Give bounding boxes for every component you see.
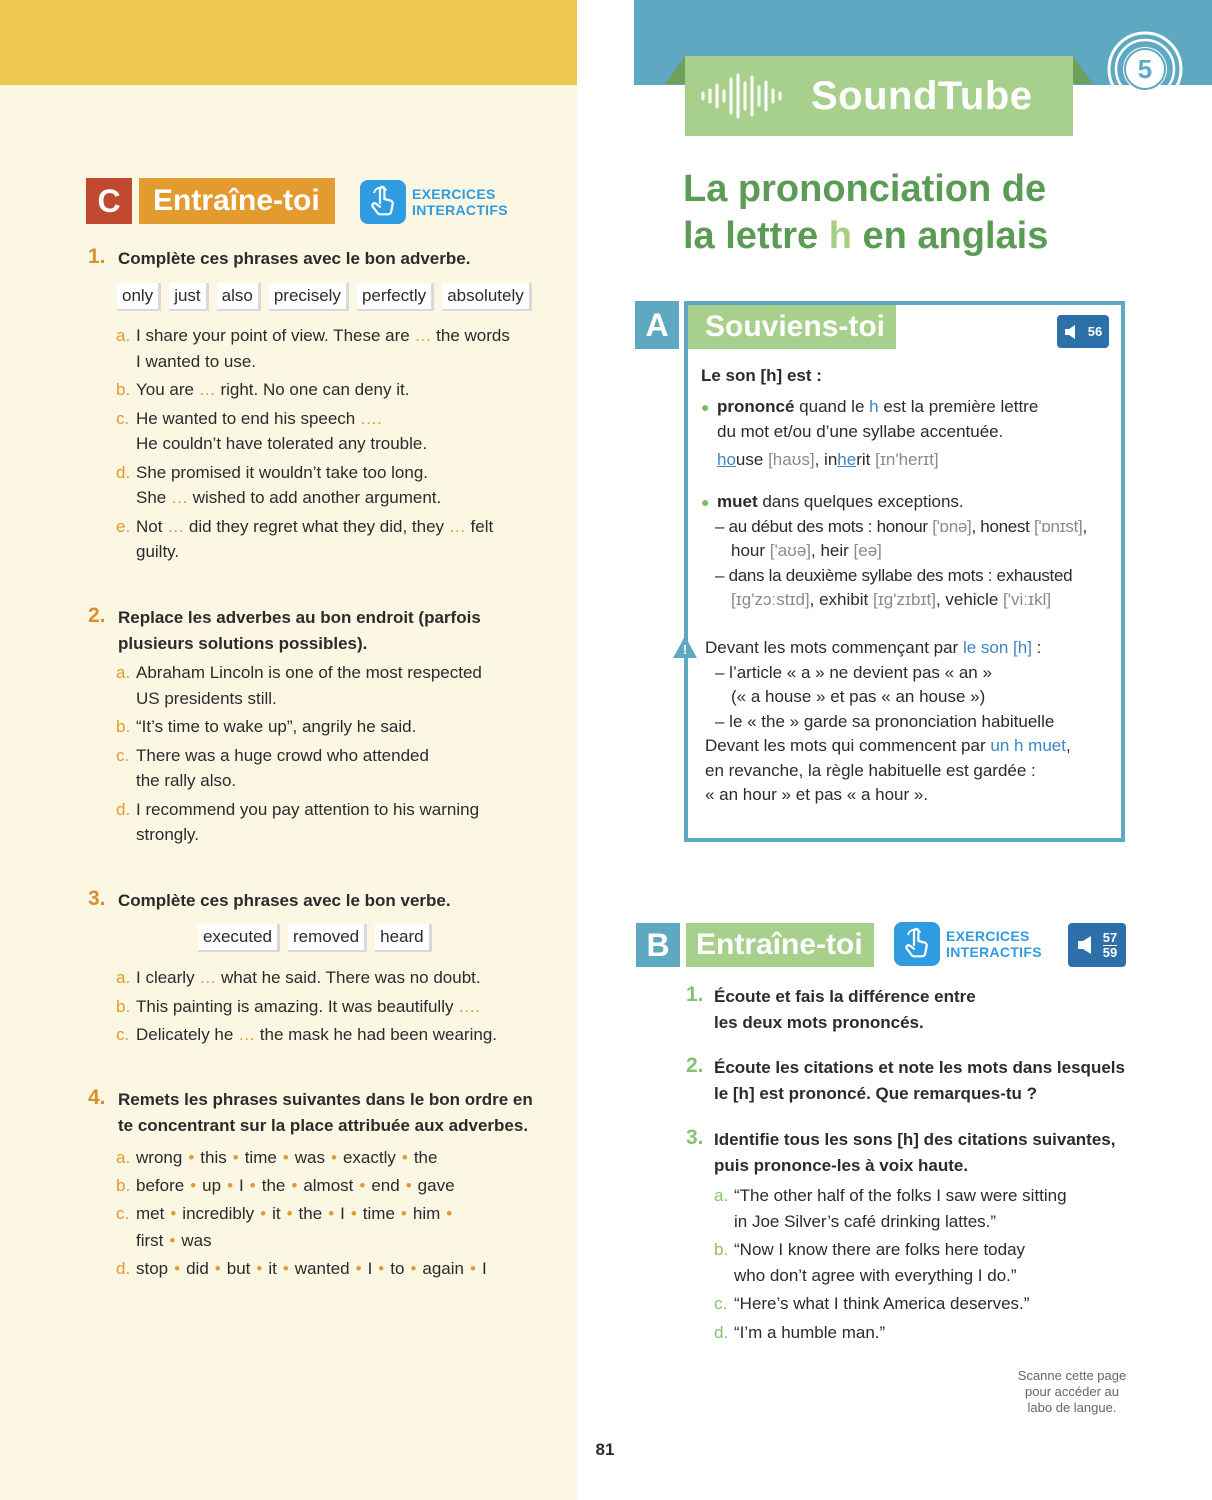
soundwave-icon [699, 71, 789, 121]
list-item [116, 797, 566, 848]
gap-ellipsis: …. [458, 996, 480, 1016]
ipa: ['ɒnɪst] [1033, 516, 1083, 536]
question-text-line1: Remets les phrases suivantes dans le bon ordre en [118, 1090, 533, 1109]
item-text: “It’s time to wake up”, angrily he said. [136, 717, 417, 736]
interactive-exercises-badge-c[interactable] [360, 180, 508, 224]
example-stress: ho [717, 450, 736, 469]
title-h-letter: h [828, 215, 852, 257]
section-b-letter: B [636, 923, 680, 967]
chapter-number: 5 [1137, 53, 1153, 84]
scrambled-word: time [362, 1204, 395, 1223]
separator-dot: • [190, 1176, 197, 1195]
question-text-line2: puis prononce-les à voix haute. [714, 1156, 969, 1175]
section-c-letter: C [86, 178, 132, 224]
list-item [116, 377, 566, 403]
speaker-icon [1077, 935, 1099, 955]
banner-fold-left [665, 56, 685, 84]
item-text: He wanted to end his speech [136, 408, 360, 428]
scrambled-words [136, 1148, 437, 1167]
audio-number: 56 [1087, 324, 1103, 339]
gap-ellipsis: … [198, 380, 216, 399]
separator-dot: • [401, 1148, 408, 1167]
q3-items [116, 965, 566, 1048]
gap-ellipsis: … [170, 488, 188, 507]
item-letter: e. [116, 516, 131, 536]
scrambled-word: the [261, 1176, 286, 1195]
list-item [116, 1172, 566, 1199]
item-text: “Here’s what I think America deserves.” [734, 1294, 1030, 1313]
text: , exhibit [809, 590, 873, 609]
scrambled-word: the [413, 1148, 438, 1167]
speaker-icon [1064, 324, 1082, 340]
list-item [714, 1237, 1144, 1288]
separator-dot: • [174, 1259, 181, 1278]
keyword: un h muet [990, 736, 1066, 755]
list-item [714, 1183, 1144, 1234]
question-number: 1. [88, 245, 106, 268]
section-a-title: Souviens-toi [688, 305, 896, 349]
title-line2 [683, 213, 1048, 260]
separator-dot: • [282, 1259, 289, 1278]
scrambled-words-line2 [136, 1231, 212, 1250]
scrambled-word: exactly [342, 1148, 396, 1167]
list-item [116, 994, 566, 1020]
item-text: felt [465, 516, 494, 536]
scrambled-word: again [422, 1259, 464, 1278]
soundtube-banner [685, 56, 1073, 136]
separator-dot: • [355, 1259, 362, 1278]
title-part: la lettre [683, 215, 829, 257]
separator-dot: • [249, 1176, 256, 1195]
item-text: the words [431, 326, 510, 345]
text: du mot et/ou d’une syllabe accentuée. [717, 421, 1004, 441]
scrambled-word: I [367, 1259, 373, 1278]
word-bank-1 [117, 283, 540, 311]
item-text: wished to add another argument. [187, 488, 442, 507]
item-letter: c. [116, 745, 130, 765]
scrambled-word: I [239, 1176, 244, 1195]
word-bank-item: heard [375, 924, 431, 952]
page-title [683, 166, 1048, 260]
keyword: le son [h] [962, 638, 1032, 657]
item-letter: a. [116, 968, 131, 987]
list-item [116, 406, 566, 457]
scrambled-words [136, 1176, 455, 1195]
question-text: Complète ces phrases avec le bon verbe. [118, 891, 451, 910]
soundtube-title: SoundTube [811, 73, 1033, 118]
item-letter: c. [116, 408, 130, 428]
scrambled-word: before [136, 1176, 185, 1195]
scrambled-word: up [202, 1176, 222, 1195]
separator-dot: • [350, 1204, 357, 1223]
text: – le « the » garde sa prononciation habituelle [715, 711, 1055, 731]
item-letter: d. [714, 1322, 729, 1342]
separator-dot: • [378, 1259, 385, 1278]
item-text: This painting is amazing. It was beautifully [136, 996, 459, 1016]
item-text: Delicately he [136, 1025, 239, 1044]
list-item [116, 743, 566, 794]
separator-dot: • [359, 1176, 366, 1195]
question-text-line1: Écoute les citations et note les mots dans lesquels [714, 1058, 1125, 1077]
item-letter: d. [116, 1259, 131, 1278]
separator-dot: • [328, 1204, 335, 1223]
scan-line: labo de langue. [1027, 1400, 1117, 1415]
right-question-3 [686, 1127, 1156, 1179]
warning-mark: ! [682, 642, 688, 657]
list-item [116, 323, 566, 374]
separator-dot: • [405, 1176, 412, 1195]
scrambled-word: gave [417, 1176, 455, 1195]
item-text: She [136, 488, 171, 507]
ipa: ['aʊə] [769, 541, 812, 560]
touch-hand-icon [894, 922, 940, 966]
item-letter: b. [714, 1240, 729, 1259]
gap-ellipsis: … [448, 516, 466, 536]
bullet-icon: ● [701, 399, 710, 415]
item-text: what he said. There was no doubt. [216, 968, 481, 987]
question-text-line1: Identifie tous les sons [h] des citations suivantes, [714, 1130, 1116, 1149]
gap-ellipsis: … [199, 968, 217, 987]
rule-intro: Le son [h] est : [701, 366, 822, 385]
item-text: in Joe Silver’s café drinking lattes.” [734, 1211, 997, 1231]
item-text: “Now I know there are folks here today [734, 1240, 1026, 1259]
scrambled-word: was [294, 1148, 325, 1167]
text: (« a house » et pas « an house ») [731, 687, 986, 706]
text: hour [731, 541, 770, 560]
item-text: “The other half of the folks I saw were sitting [734, 1186, 1067, 1205]
word-bank-item: just [169, 283, 208, 311]
list-item [116, 460, 566, 511]
scrambled-word: wanted [294, 1259, 350, 1278]
item-letter: a. [116, 663, 131, 682]
example-stress: he [837, 450, 857, 469]
question-text-line1: Écoute et fais la différence entre [714, 987, 976, 1006]
question-text-line2: les deux mots prononcés. [714, 1013, 924, 1032]
ipa: [haʊs] [768, 450, 815, 469]
bullet-icon: ● [701, 494, 710, 510]
item-text: who don’t agree with everything I do.” [734, 1265, 1017, 1285]
text: – dans la deuxième syllabe des mots : exhausted [715, 565, 1073, 585]
scrambled-word: did [186, 1259, 209, 1278]
note-a-article [705, 636, 1115, 808]
list-item [116, 965, 566, 991]
separator-dot: • [291, 1176, 298, 1195]
scrambled-word: was [181, 1231, 212, 1250]
touch-hand-icon [360, 180, 406, 224]
item-text: You are [136, 380, 199, 399]
text: dans quelques exceptions. [757, 492, 964, 511]
item-text: I clearly [136, 968, 200, 987]
item-letter: a. [116, 1148, 131, 1167]
item-text: the rally also. [136, 771, 237, 790]
question-number: 3. [88, 887, 106, 910]
question-number: 1. [686, 983, 704, 1006]
scrambled-word: it [272, 1204, 281, 1223]
item-letter: b. [116, 1176, 131, 1195]
ipa: [ɪn'herɪt] [875, 450, 939, 469]
separator-dot: • [214, 1259, 221, 1278]
word-bank-item: absolutely [442, 283, 532, 311]
audio-number: 59 [1102, 944, 1118, 960]
separator-dot: • [400, 1204, 407, 1223]
rule-pronounced [701, 395, 1111, 473]
item-text: I share your point of view. These are [136, 326, 415, 345]
item-text: Abraham Lincoln is one of the most respected [136, 663, 482, 682]
text: : [1031, 638, 1042, 657]
scrambled-word: I [481, 1259, 487, 1278]
item-letter: c. [116, 1204, 130, 1223]
list-item [116, 714, 566, 740]
item-text: the mask he had been wearing. [255, 1025, 497, 1044]
word-bank-item: perfectly [357, 283, 434, 311]
gap-ellipsis: …. [359, 408, 382, 428]
scrambled-word: first [136, 1231, 164, 1250]
question-number: 2. [686, 1054, 704, 1077]
badge-line1: EXERCICES [412, 186, 496, 202]
text: , heir [811, 541, 854, 560]
scrambled-word: incredibly [182, 1204, 255, 1223]
item-text: She promised it wouldn’t take too long. [136, 462, 429, 482]
separator-dot: • [169, 1231, 176, 1250]
question-text-line2: plusieurs solutions possibles). [118, 634, 368, 653]
badge-line2: INTERACTIFS [412, 202, 508, 218]
text: , vehicle [935, 590, 1004, 609]
separator-dot: • [188, 1148, 195, 1167]
item-letter: c. [116, 1025, 130, 1044]
question-text: Complète ces phrases avec le bon adverbe. [118, 249, 471, 268]
list-item [116, 1144, 566, 1171]
question-number: 3. [686, 1126, 704, 1149]
item-letter: b. [116, 717, 131, 736]
scan-line: Scanne cette page [1017, 1368, 1127, 1383]
item-text: did they regret what they did, they [184, 516, 449, 536]
ipa: ['ɒnə] [932, 516, 972, 536]
scrambled-word: this [200, 1148, 227, 1167]
gap-ellipsis: … [414, 326, 432, 345]
warning-icon [672, 634, 698, 660]
separator-dot: • [410, 1259, 417, 1278]
ipa: [ɪg'zɔːstɪd] [731, 590, 810, 609]
separator-dot: • [331, 1148, 337, 1167]
word-bank-item: also [217, 283, 261, 311]
separator-dot: • [232, 1148, 239, 1167]
scrambled-word: the [298, 1204, 323, 1223]
example-word: , in [814, 450, 838, 469]
title-part: en anglais [851, 215, 1049, 257]
scrambled-word: stop [136, 1259, 169, 1278]
scrambled-word: it [268, 1259, 277, 1278]
scrambled-word: wrong [136, 1148, 183, 1167]
page-number: 81 [595, 1440, 615, 1459]
interactive-exercises-badge-b[interactable] [894, 922, 1042, 966]
list-item [116, 660, 566, 711]
gap-ellipsis: … [167, 516, 185, 536]
question-text-line1: Replace les adverbes au bon endroit (parfois [118, 608, 481, 627]
item-text: right. No one can deny it. [215, 380, 410, 399]
item-text: “I’m a humble man.” [734, 1322, 886, 1342]
item-text: I wanted to use. [136, 351, 257, 371]
gap-ellipsis: … [238, 1025, 256, 1044]
rule-silent [701, 490, 1113, 613]
scan-note [1000, 1368, 1144, 1416]
item-text: I recommend you pay attention to his warning [136, 799, 480, 819]
left-header-band [0, 0, 577, 85]
list-item [714, 1291, 1144, 1317]
question-text-line2: te concentrant sur la place attribuée aux adverbes. [118, 1116, 529, 1135]
item-letter: d. [116, 462, 131, 482]
text: , honest [971, 516, 1034, 536]
question-text-line2: le [h] est prononcé. Que remarques-tu ? [714, 1084, 1038, 1103]
word-bank-item: removed [288, 924, 367, 952]
scrambled-word: end [371, 1176, 400, 1195]
separator-dot: • [470, 1259, 476, 1278]
text: , [1065, 736, 1071, 755]
list-item [116, 1255, 566, 1282]
list-item [116, 1022, 566, 1048]
chapter-badge [1106, 30, 1184, 108]
scrambled-word: but [226, 1259, 251, 1278]
scrambled-word: him [412, 1204, 441, 1223]
text: Devant les mots commençant par [705, 638, 963, 657]
word-bank-3 [198, 924, 440, 952]
audio-number: 57 [1102, 929, 1118, 945]
left-question-2 [88, 605, 568, 657]
left-question-1 [88, 246, 568, 272]
ipa: [ɪg'zɪbɪt] [872, 590, 936, 609]
ipa: [eə] [853, 541, 882, 560]
word-bank-item: executed [198, 924, 280, 952]
item-text: He couldn’t have tolerated any trouble. [136, 434, 428, 453]
section-b-title: Entraîne-toi [686, 923, 874, 967]
text: – au début des mots : honour [715, 516, 933, 536]
item-letter: b. [116, 996, 131, 1016]
right-question-2 [686, 1055, 1156, 1107]
item-text: US presidents still. [136, 688, 277, 708]
scrambled-words [136, 1204, 458, 1223]
q1-items [116, 323, 566, 565]
scrambled-words [136, 1259, 487, 1278]
item-letter: d. [116, 799, 131, 819]
keyword: prononcé [717, 397, 795, 416]
keyword-h: h [869, 397, 879, 416]
separator-dot: • [446, 1204, 453, 1223]
badge-line2: INTERACTIFS [946, 944, 1042, 960]
text: , [1082, 516, 1087, 536]
title-line1: La prononciation de [683, 168, 1047, 210]
left-question-4 [88, 1087, 568, 1139]
banner-fold-right [1073, 56, 1093, 84]
separator-dot: • [170, 1204, 177, 1223]
text: Devant les mots qui commencent par [705, 736, 991, 755]
scrambled-word: I [340, 1204, 345, 1223]
item-letter: b. [116, 380, 131, 399]
badge-line1: EXERCICES [946, 928, 1030, 944]
q4-items [116, 1144, 566, 1282]
item-text: guilty. [136, 542, 180, 561]
word-bank-item: precisely [269, 283, 349, 311]
text: est la première lettre [878, 397, 1039, 416]
item-text: Not [136, 516, 168, 536]
separator-dot: • [282, 1148, 289, 1167]
item-letter: c. [714, 1294, 728, 1313]
list-item [116, 514, 566, 565]
item-text: strongly. [136, 825, 199, 844]
section-a-letter: A [635, 301, 679, 349]
separator-dot: • [256, 1259, 263, 1278]
word-bank-item: only [117, 283, 161, 311]
list-item [714, 1320, 1144, 1346]
example-word: rit [856, 450, 876, 469]
text: « an hour » et pas « a hour ». [705, 785, 929, 804]
audio-track-56[interactable] [1057, 315, 1109, 348]
scan-line: pour accéder au [1025, 1384, 1119, 1399]
example-word: use [735, 450, 769, 469]
separator-dot: • [286, 1204, 293, 1223]
text: en revanche, la règle habituelle est gardée : [705, 760, 1036, 780]
scrambled-word: to [390, 1259, 405, 1278]
item-text: There was a huge crowd who attended [136, 745, 429, 765]
question-number: 4. [88, 1086, 106, 1109]
right-question-1 [686, 984, 1146, 1036]
section-c-title: Entraîne-toi [139, 178, 335, 224]
q3-citations [714, 1183, 1144, 1345]
scrambled-word: met [136, 1204, 165, 1223]
scrambled-word: time [244, 1148, 277, 1167]
q2-items [116, 660, 566, 848]
audio-tracks-57-59[interactable] [1068, 923, 1126, 967]
scrambled-word: almost [303, 1176, 354, 1195]
text: quand le [794, 397, 870, 416]
separator-dot: • [227, 1176, 234, 1195]
separator-dot: • [260, 1204, 267, 1223]
keyword: muet [717, 492, 758, 511]
text: – l’article « a » ne devient pas « an » [715, 662, 992, 682]
ipa: ['viːɪkl] [1003, 590, 1052, 609]
item-letter: a. [714, 1186, 729, 1205]
left-question-3 [88, 888, 568, 914]
item-letter: a. [116, 326, 131, 345]
list-item [116, 1200, 566, 1254]
question-number: 2. [88, 604, 106, 627]
